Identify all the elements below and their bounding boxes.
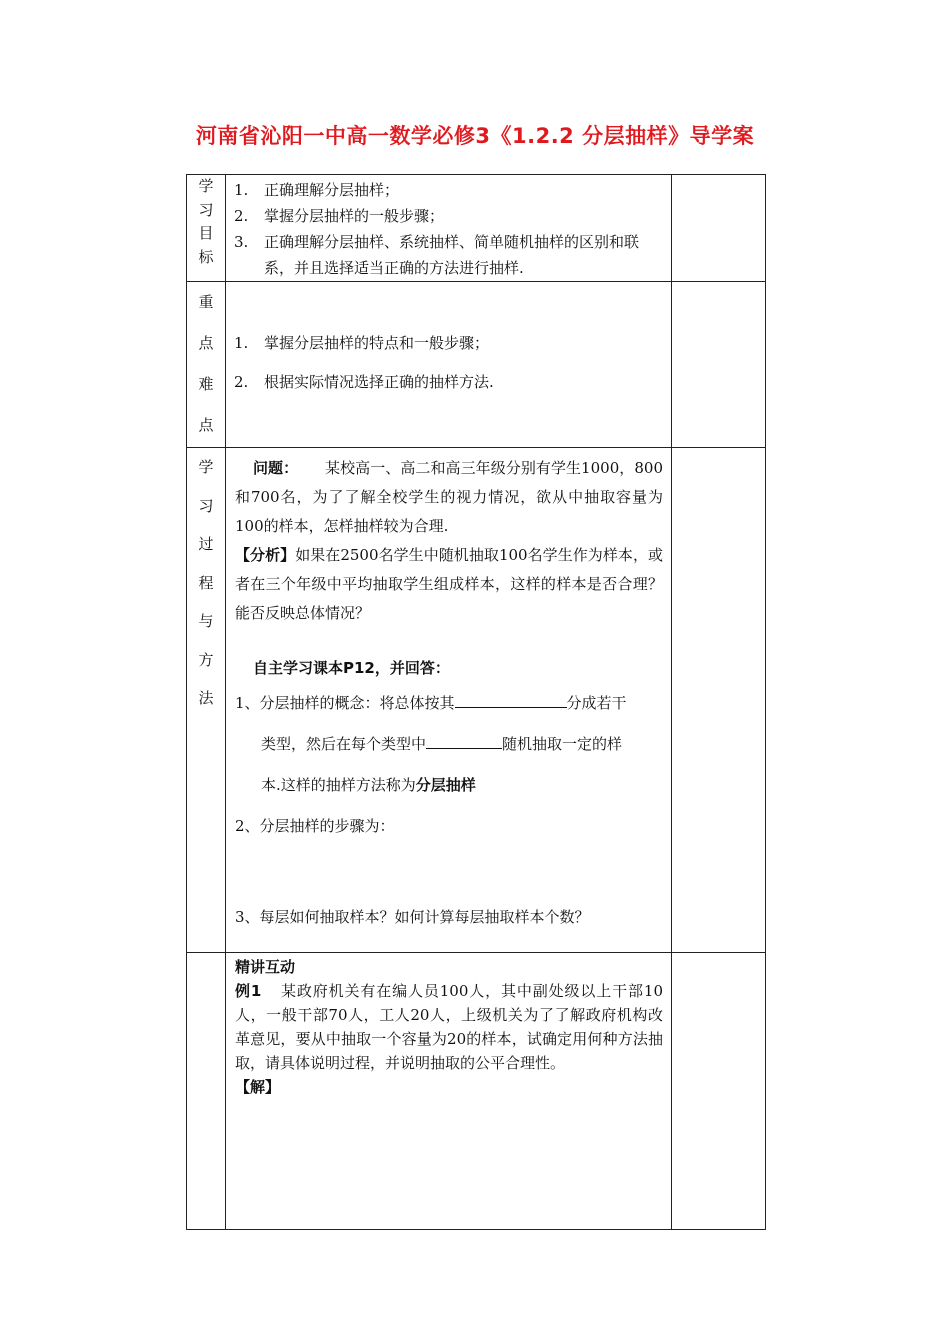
process-label: 学 习 过 程 与 方 法 [187,448,226,953]
example-text: 某政府机关有在编人员100人，其中副处级以上干部10人，一般干部70人，工人20人，上级机关为了了解政府机构改革意见，要从中抽取一个容量为20的样本，试确定用何种方法抽取，请具体说明过程，并说明抽取的公平合理性。 [235,982,663,1072]
list-item: 1. 正确理解分层抽样； [234,181,400,199]
interaction-content [226,953,672,1230]
analysis-label: 【分析】 [235,546,296,564]
interaction-heading: 精讲互动 [235,958,296,976]
list-item: 3. 正确理解分层抽样、系统抽样、简单随机抽样的区别和联系，并且选择适当正确的方法进行抽样. [234,233,640,277]
list-item: 2. 根据实际情况选择正确的抽样方法. [234,373,494,391]
key-points-content [226,282,672,448]
notes-cell [672,448,766,953]
objectives-row [187,175,766,282]
process-content [226,448,672,953]
list-item: 2. 掌握分层抽样的一般步骤； [234,207,445,225]
problem-paragraph [235,454,663,541]
example-paragraph [235,979,663,1075]
study-plan-table [186,174,766,1230]
interaction-row [187,953,766,1230]
empty-label-cell [187,953,226,1230]
notes-cell [672,282,766,448]
count-question: 3、每层如何抽取样本？如何计算每层抽取样本个数？ [235,908,590,926]
process-row [187,448,766,953]
concept-question-end: 本.这样的抽样方法称为分层抽样 [261,776,476,794]
problem-label: 问题： [253,459,299,477]
solution-label: 【解】 [235,1078,281,1096]
key-points-row [187,282,766,448]
notes-cell [672,175,766,282]
document-title: 河南省沁阳一中高一数学必修3《1.2.2 分层抽样》导学案 [195,124,755,148]
concept-question-cont: 类型，然后在每个类型中 随机抽取一定的样 [235,724,663,765]
example-label: 例1 [235,982,262,1000]
answer-blank[interactable] [455,689,567,708]
problem-text: 某校高一、高二和高三年级分别有学生1000，800和700名，为了了解全校学生的视力情况，欲从中抽取容量为100的样本，怎样抽样较为合理. [235,459,663,535]
steps-question: 2、分层抽样的步骤为： [235,817,395,835]
objectives-content [226,175,672,282]
analysis-paragraph [235,541,663,628]
objectives-label: 学 习 目 标 [187,175,226,282]
notes-cell [672,953,766,1230]
self-study-heading: 自主学习课本P12，并回答： [253,659,450,677]
answer-blank[interactable] [426,730,502,749]
list-item: 1. 掌握分层抽样的特点和一般步骤； [234,334,490,352]
term-stratified-sampling: 分层抽样 [415,776,476,794]
key-points-label: 重 点 难 点 [187,282,226,448]
concept-question: 1、分层抽样的概念：将总体按其 分成若干 [235,683,663,724]
analysis-text: 如果在2500名学生中随机抽取100名学生作为样本，或者在三个年级中平均抽取学生组成样本，这样的样本是否合理？能否反映总体情况？ [235,546,663,622]
